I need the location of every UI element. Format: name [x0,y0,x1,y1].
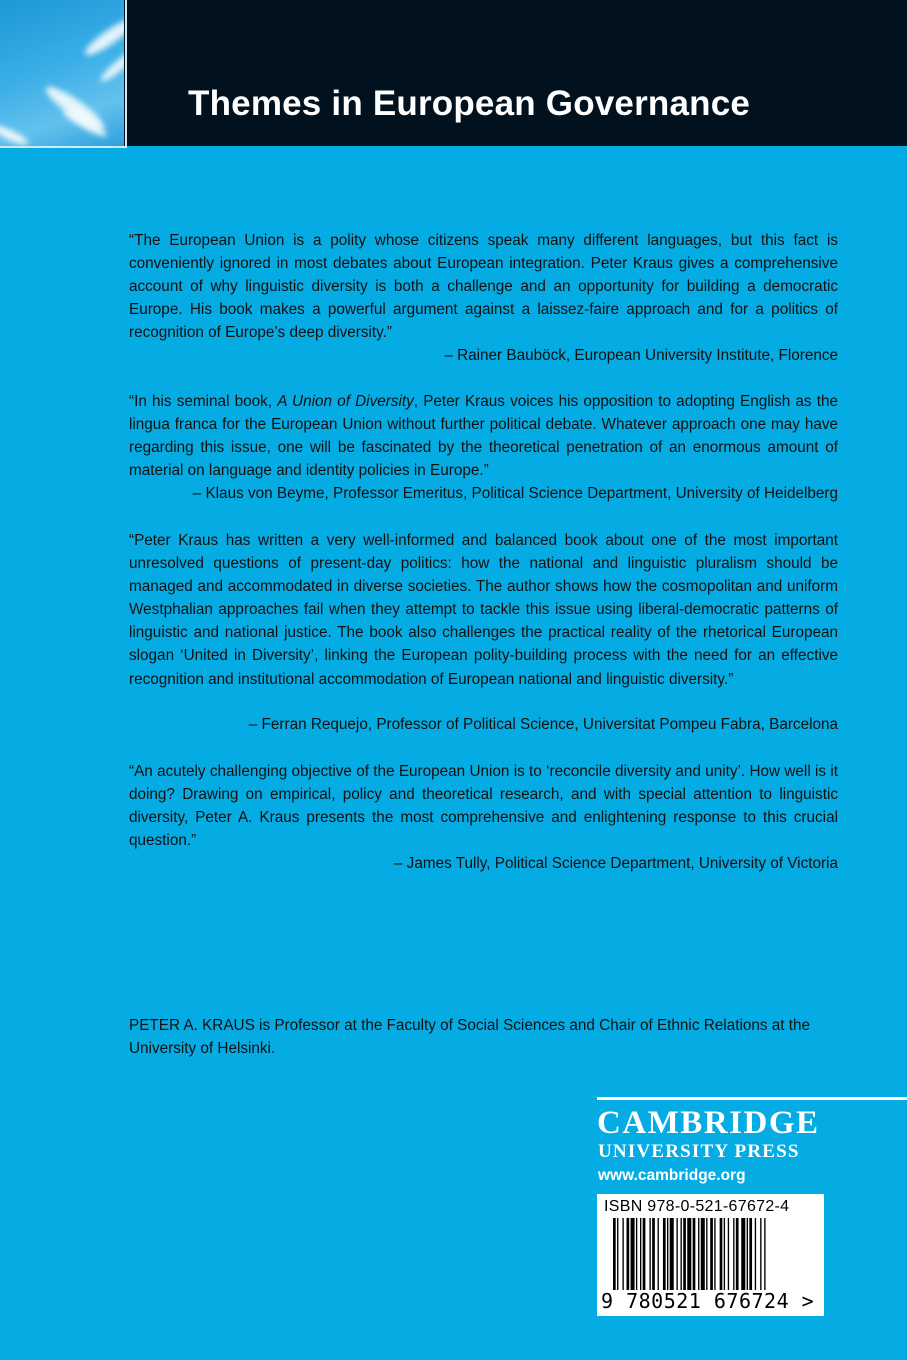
quote-text: “In his seminal book, [129,393,278,410]
barcode-bar [627,1218,630,1290]
barcode-bar [640,1218,641,1290]
barcode-bar [652,1218,655,1290]
barcode-bar [667,1218,668,1290]
endorsement-quote [129,390,838,482]
barcode-bar [736,1218,739,1290]
barcode-bars [613,1218,809,1290]
publisher-rule [597,1097,907,1100]
book-title: A Union of Diversity [277,393,414,410]
barcode-bar [760,1218,761,1290]
endorsement-attribution: – Klaus von Beyme, Professor Emeritus, Political Science Department, University of Heidelberg [192,485,838,502]
barcode-bar [764,1218,765,1290]
endorsement-attribution: – James Tully, Political Science Department, University of Victoria [393,855,838,872]
publisher-name: CAMBRIDGE [597,1105,820,1141]
series-header-band [0,0,907,146]
barcode-bar [733,1218,734,1290]
barcode-bar [622,1218,623,1290]
publisher-url: www.cambridge.org [598,1167,746,1184]
endorsement-quote: “An acutely challenging objective of the European Union is to ‘reconcile diversity and unity’. How well is it doing? Drawing on empirical, policy and theoretical research, and with special attention to linguistic diversity, Peter A. Kraus presents the most comprehensive and enlightening response to this crucial question.” [129,763,838,850]
barcode-bar [676,1218,677,1290]
barcode-bar [658,1218,659,1290]
barcode-bar [636,1218,637,1290]
barcode-bar [681,1218,682,1290]
ean-digits: 9 780521 676724 > [601,1289,815,1313]
isbn-label: ISBN 978-0-521-67672-4 [604,1198,790,1215]
barcode-bar [698,1218,699,1290]
barcode-bar [613,1218,616,1290]
barcode-bar [617,1218,618,1290]
endorsement-attribution: – Rainer Bauböck, European University Institute, Florence [444,347,838,364]
barcode-bar [724,1218,725,1290]
barcode-bar [728,1218,729,1290]
sky-image [0,0,124,146]
endorsement-quote: “The European Union is a polity whose citizens speak many different languages, but this fact is conveniently ignored in most debates about European integration. Peter Kraus gives a comprehensive account of why linguistic diversity is both a challenge and an opportunity for building a democratic Europe. His book makes a powerful argument against a laissez-faire approach and for a politics of recognition of Europe’s deep diversity.” [129,232,838,342]
barcode-bar [693,1218,696,1290]
barcode-bar [701,1218,705,1290]
image-bottom-rule [0,146,127,148]
barcode-bar [670,1218,674,1290]
barcode-bar [749,1218,752,1290]
publisher-subtitle: UNIVERSITY PRESS [598,1141,800,1162]
isbn-barcode [597,1194,824,1316]
endorsement-attribution: – Ferran Requejo, Professor of Political Science, Universitat Pompeu Fabra, Barcelona [248,716,838,733]
barcode-bar [649,1218,650,1290]
barcode-bar [710,1218,713,1290]
barcode-bar [720,1218,723,1290]
endorsement-quote: “Peter Kraus has written a very well-informed and balanced book about one of the most important unresolved questions of present-day politics: how the national and linguistic pluralism should be managed and accommodated in diverse societies. The author shows how the cosmopolitan and uniform Westphalian approaches fail when they attempt to tackle this issue using liberal-democratic patterns of linguistic and national justice. The book also challenges the practical reality of the rhetorical European slogan ‘United in Diversity’, linking the European polity-building process with the need for an effective recognition and institutional accommodation of European national and linguistic diversity.” [129,532,838,688]
quote-text: , Peter Kraus voices his opposition to adopting English as the lingua franca for the European Union without further political debate. Whatever approach one may have regarding this issue, one will be fascinated by the theoretical penetration of an enormous amount of material on language and identity policies in Europe.” [129,393,838,480]
barcode-bar [747,1218,748,1290]
series-title: Themes in European Governance [188,84,751,123]
barcode-bar [683,1218,686,1290]
barcode-bar [741,1218,745,1290]
barcode-bar [687,1218,691,1290]
barcode-bar [755,1218,756,1290]
barcode-bar [663,1218,666,1290]
barcode-bar [631,1218,635,1290]
author-bio: PETER A. KRAUS is Professor at the Faculty of Social Sciences and Chair of Ethnic Relations at the University of Helsinki. [129,1017,811,1057]
image-rule [125,0,127,146]
barcode-bar [706,1218,707,1290]
barcode-bar [714,1218,715,1290]
barcode-bar [643,1218,646,1290]
